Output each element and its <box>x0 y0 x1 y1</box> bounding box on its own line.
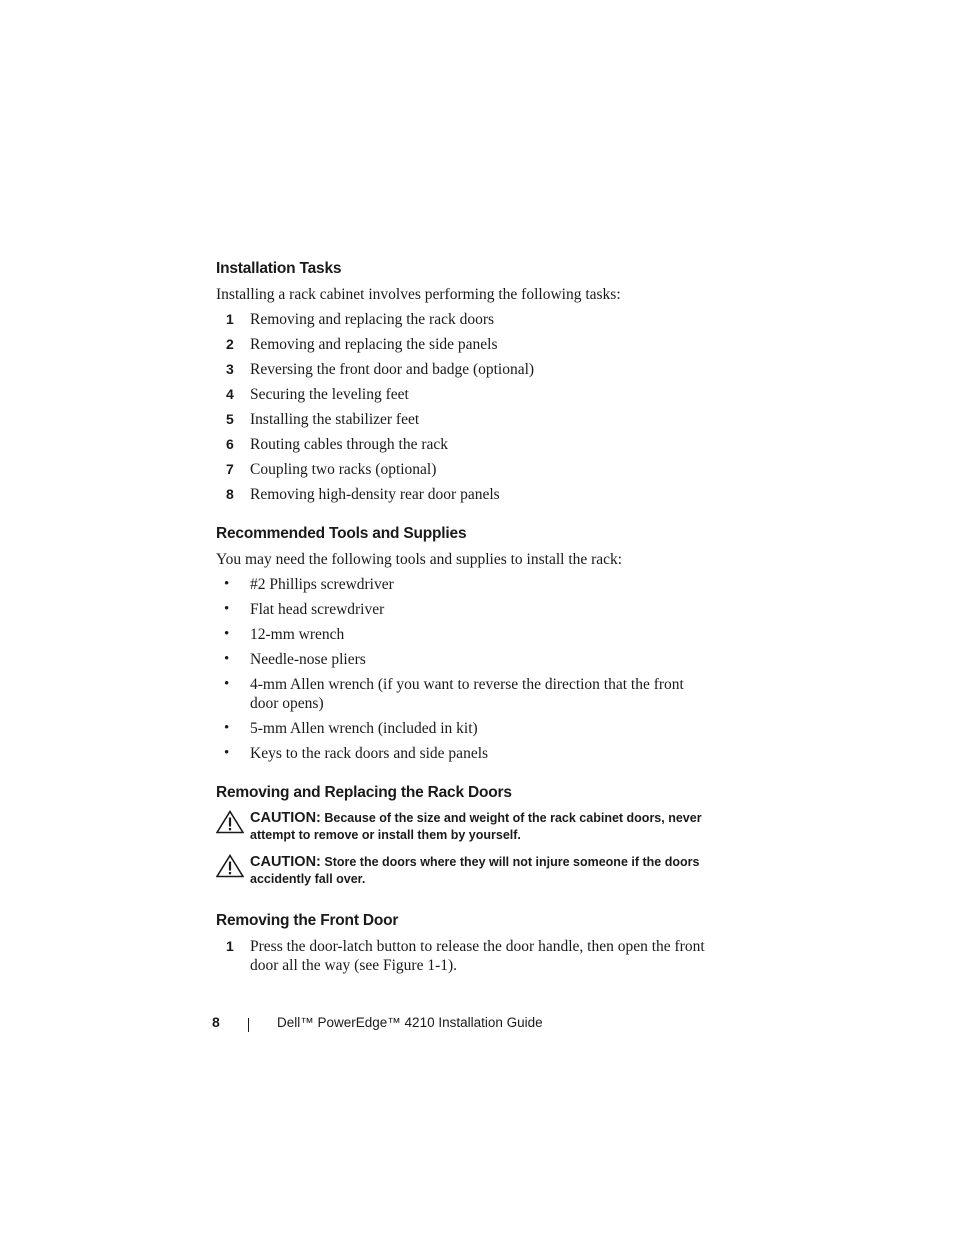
page-number: 8 <box>212 1014 220 1030</box>
section-heading-front-door: Removing the Front Door <box>216 912 399 929</box>
list-item <box>216 675 716 713</box>
section-heading-tools: Recommended Tools and Supplies <box>216 525 467 542</box>
tools-intro: You may need the following tools and supplies to install the rack: <box>216 551 623 568</box>
front-door-steps-list <box>216 937 716 975</box>
rack-doors-section <box>216 782 716 888</box>
list-item <box>216 937 716 975</box>
step-text: Removing and replacing the side panels <box>250 336 498 353</box>
list-item <box>216 600 716 619</box>
footer-divider <box>248 1018 249 1032</box>
step-number: 6 <box>226 436 234 452</box>
list-item <box>216 485 716 504</box>
caution-label: CAUTION: <box>250 854 321 870</box>
step-number: 5 <box>226 411 234 427</box>
list-item <box>216 719 716 738</box>
step-text: Removing high-density rear door panels <box>250 486 500 503</box>
step-number: 7 <box>226 461 234 477</box>
warning-triangle-icon <box>216 854 244 878</box>
caution-text: Store the doors where they will not injure someone if the doors accidently fall over. <box>250 855 700 886</box>
list-item <box>216 410 716 429</box>
step-number: 3 <box>226 361 234 377</box>
step-text: Securing the leveling feet <box>250 386 409 403</box>
list-item <box>216 625 716 644</box>
list-item <box>216 575 716 594</box>
tool-text: 4-mm Allen wrench (if you want to reverse the direction that the front door opens) <box>250 676 684 712</box>
list-item <box>216 360 716 379</box>
list-item <box>216 435 716 454</box>
bullet-icon: • <box>224 651 230 667</box>
step-number: 4 <box>226 386 234 402</box>
section-heading-rack-doors: Removing and Replacing the Rack Doors <box>216 784 512 801</box>
step-text: Press the door-latch button to release the door handle, then open the front door all the way (see Figure 1-1). <box>250 938 705 974</box>
tool-text: Keys to the rack doors and side panels <box>250 745 489 762</box>
list-item <box>216 335 716 354</box>
step-number: 8 <box>226 486 234 502</box>
list-item <box>216 310 716 329</box>
caution-note <box>216 854 716 888</box>
section-heading-installation-tasks: Installation Tasks <box>216 260 342 277</box>
tools-section <box>216 523 716 763</box>
bullet-icon: • <box>224 626 230 642</box>
list-item <box>216 744 716 763</box>
tools-list <box>216 575 716 763</box>
footer-title: Dell™ PowerEdge™ 4210 Installation Guide <box>277 1015 543 1030</box>
page-content <box>216 258 716 981</box>
caution-text: Because of the size and weight of the rack cabinet doors, never attempt to remove or install them by yourself. <box>250 811 702 842</box>
step-text: Reversing the front door and badge (optional) <box>250 361 535 378</box>
bullet-icon: • <box>224 601 230 617</box>
installation-tasks-intro: Installing a rack cabinet involves performing the following tasks: <box>216 286 621 303</box>
caution-note <box>216 810 716 844</box>
tool-text: Needle-nose pliers <box>250 651 366 668</box>
tool-text: 12-mm wrench <box>250 626 345 643</box>
tool-text: #2 Phillips screwdriver <box>250 576 394 593</box>
warning-triangle-icon <box>216 810 244 834</box>
tool-text: 5-mm Allen wrench (included in kit) <box>250 720 478 737</box>
bullet-icon: • <box>224 576 230 592</box>
tool-text: Flat head screwdriver <box>250 601 385 618</box>
step-text: Coupling two racks (optional) <box>250 461 437 478</box>
step-number: 1 <box>226 311 234 327</box>
front-door-section <box>216 910 716 975</box>
bullet-icon: • <box>224 720 230 736</box>
step-number: 2 <box>226 336 234 352</box>
bullet-icon: • <box>224 676 230 692</box>
bullet-icon: • <box>224 745 230 761</box>
step-text: Routing cables through the rack <box>250 436 449 453</box>
step-text: Installing the stabilizer feet <box>250 411 420 428</box>
caution-label: CAUTION: <box>250 810 321 826</box>
step-number: 1 <box>226 938 234 954</box>
step-text: Removing and replacing the rack doors <box>250 311 495 328</box>
list-item <box>216 385 716 404</box>
installation-steps-list <box>216 310 716 504</box>
list-item <box>216 650 716 669</box>
list-item <box>216 460 716 479</box>
